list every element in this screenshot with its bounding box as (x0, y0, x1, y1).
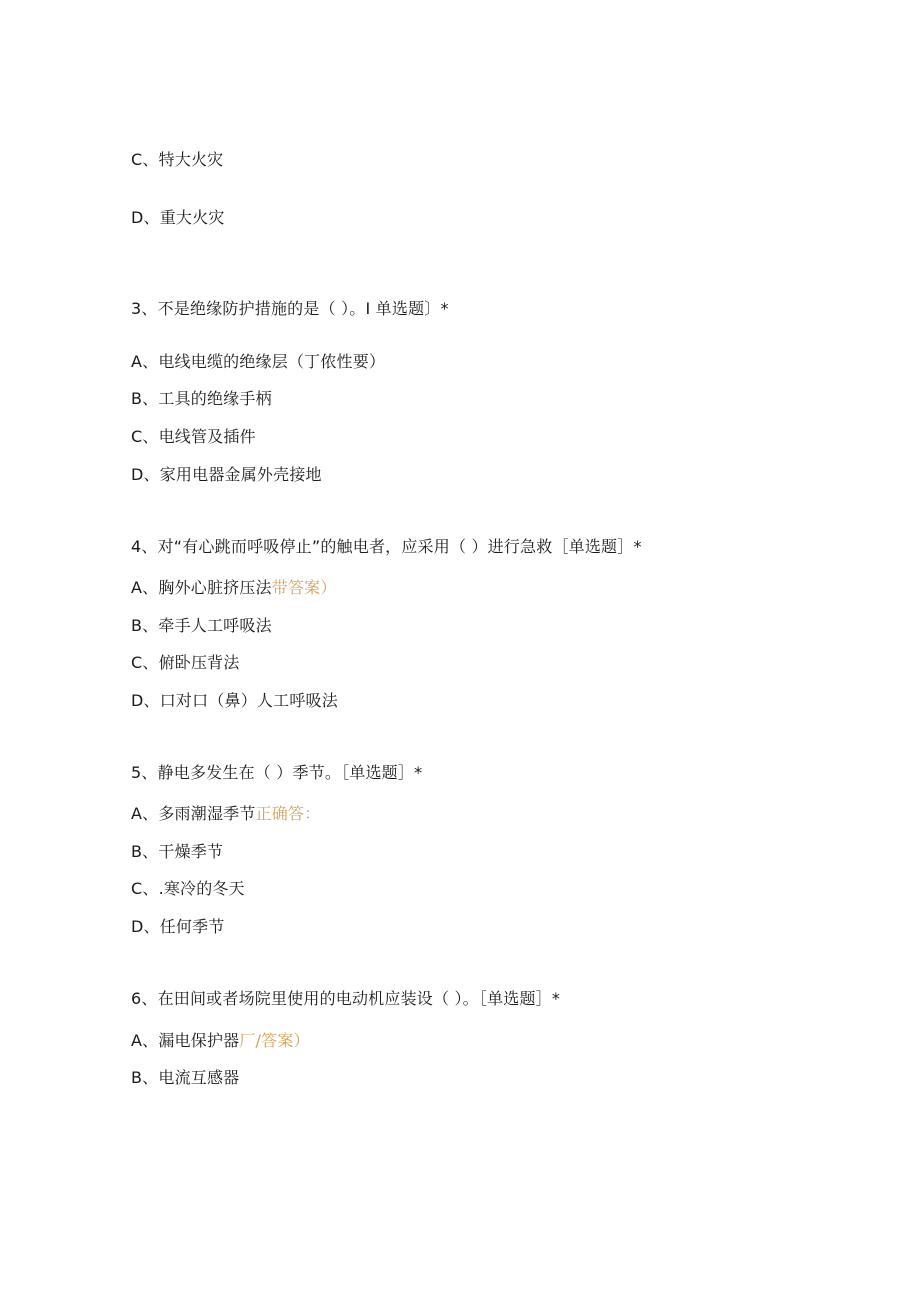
answer-note: 带答案） (271, 578, 337, 597)
option-text: D、任何季节 (131, 917, 225, 936)
question-6 (131, 989, 560, 1009)
option-a-q5 (131, 804, 320, 824)
option-text: C、电线管及插件 (131, 427, 256, 446)
option-c-q4 (131, 653, 240, 673)
option-b-q6 (131, 1068, 239, 1088)
question-text: 6、在田间或者场院里使用的电动机应装设（ ）。［单选题］* (131, 989, 561, 1008)
option-text: D、家用电器金属外壳接地 (131, 465, 322, 484)
option-text: C、俯卧压背法 (131, 653, 240, 672)
answer-note: 正确答： (255, 804, 321, 823)
option-text: B、干燥季节 (131, 842, 224, 861)
question-4 (131, 537, 642, 557)
option-d-q4 (131, 691, 338, 711)
option-text: B、牵手人工呼吸法 (131, 616, 272, 635)
option-text: A、电线电缆的绝缘层（丁侬性要） (131, 352, 386, 371)
option-c-q5 (131, 879, 245, 899)
question-text: 4、对“有心跳而呼吸停止”的触电者，应采用（ ）进行急救［单选题］* (131, 537, 642, 556)
answer-note: 厂/答案） (239, 1031, 310, 1050)
option-text: C、特大火灾 (131, 150, 224, 169)
option-text: B、电流互感器 (131, 1068, 240, 1087)
option-text: A、胸外心脏挤压法 (131, 578, 272, 597)
option-text: D、口对口（鼻）人工呼吸法 (131, 691, 338, 710)
option-c-q3 (131, 427, 256, 447)
question-3 (131, 299, 449, 319)
option-text: D、重大火灾 (131, 208, 225, 227)
option-d-q3 (131, 465, 322, 485)
option-text: A、漏电保护器 (131, 1031, 240, 1050)
question-5 (131, 763, 422, 783)
option-text: B、工具的绝缘手柄 (131, 389, 272, 408)
option-d-q5 (131, 917, 225, 937)
option-c-q2 (131, 150, 223, 170)
option-a-q3 (131, 352, 385, 372)
option-d-q2 (131, 208, 225, 228)
option-b-q4 (131, 616, 272, 636)
option-a-q6 (131, 1031, 310, 1051)
question-text: 5、静电多发生在（ ）季节。［单选题］* (131, 763, 423, 782)
option-text: A、多雨潮湿季节 (131, 804, 256, 823)
option-b-q5 (131, 842, 223, 862)
question-text: 3、不是绝缘防护措施的是（ ）。I 单选题〕* (131, 299, 449, 318)
option-text: C、.寒冷的冬天 (131, 879, 245, 898)
option-a-q4 (131, 578, 337, 598)
option-b-q3 (131, 389, 272, 409)
